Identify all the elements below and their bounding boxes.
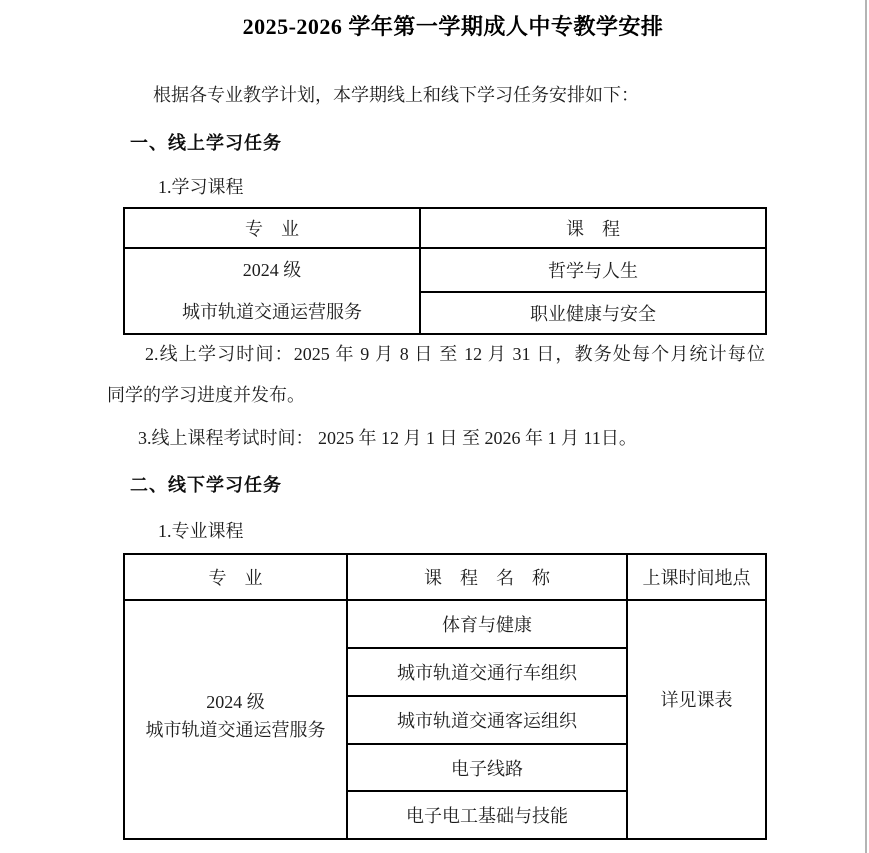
label-online-courses: 1.学习课程 — [158, 177, 244, 197]
course-cell: 城市轨道交通客运组织 — [347, 696, 627, 744]
major-cell — [124, 248, 420, 334]
online-study-time-line2: 同学的学习进度并发布。 — [107, 385, 305, 405]
page-edge-divider — [865, 0, 867, 853]
course-cell: 体育与健康 — [347, 600, 627, 648]
location-cell: 详见课表 — [627, 600, 766, 839]
online-course-table — [123, 207, 767, 335]
table-header-row — [124, 208, 766, 248]
table-row — [124, 248, 766, 292]
page-title: 2025-2026 学年第一学期成人中专教学安排 — [242, 14, 664, 39]
offline-course-table — [123, 553, 767, 840]
label-offline-courses: 1.专业课程 — [158, 521, 244, 541]
course-cell: 哲学与人生 — [420, 248, 766, 292]
section-heading-offline-tasks: 二、线下学习任务 — [130, 475, 282, 495]
course-cell: 城市轨道交通行车组织 — [347, 648, 627, 696]
major-name: 城市轨道交通运营服务 — [182, 302, 362, 322]
header-cell-course-name: 课 程 名 称 — [347, 554, 627, 600]
table-row — [124, 600, 766, 648]
major-name: 城市轨道交通运营服务 — [145, 719, 326, 740]
major-grade: 2024 级 — [242, 260, 302, 280]
course-cell: 职业健康与安全 — [420, 292, 766, 334]
header-cell-course: 课 程 — [420, 208, 766, 248]
section-heading-online-tasks: 一、线上学习任务 — [130, 133, 282, 153]
major-cell — [124, 600, 347, 839]
course-cell: 电子电工基础与技能 — [347, 791, 627, 839]
header-cell-major: 专 业 — [124, 208, 420, 248]
table-header-row — [124, 554, 766, 600]
intro-paragraph: 根据各专业教学计划，本学期线上和线下学习任务安排如下： — [153, 85, 639, 105]
online-exam-time: 3.线上课程考试时间： 2025 年 12 月 1 日 至 2026 年 1 月 11日。 — [138, 428, 637, 448]
header-cell-location: 上课时间地点 — [627, 554, 766, 600]
course-cell: 电子线路 — [347, 744, 627, 791]
online-study-time-line1: 2.线上学习时间：2025 年 9 月 8 日 至 12 月 31 日，教务处每个月统计每位 — [145, 344, 765, 364]
header-cell-major: 专 业 — [124, 554, 347, 600]
major-grade: 2024 级 — [206, 691, 265, 712]
